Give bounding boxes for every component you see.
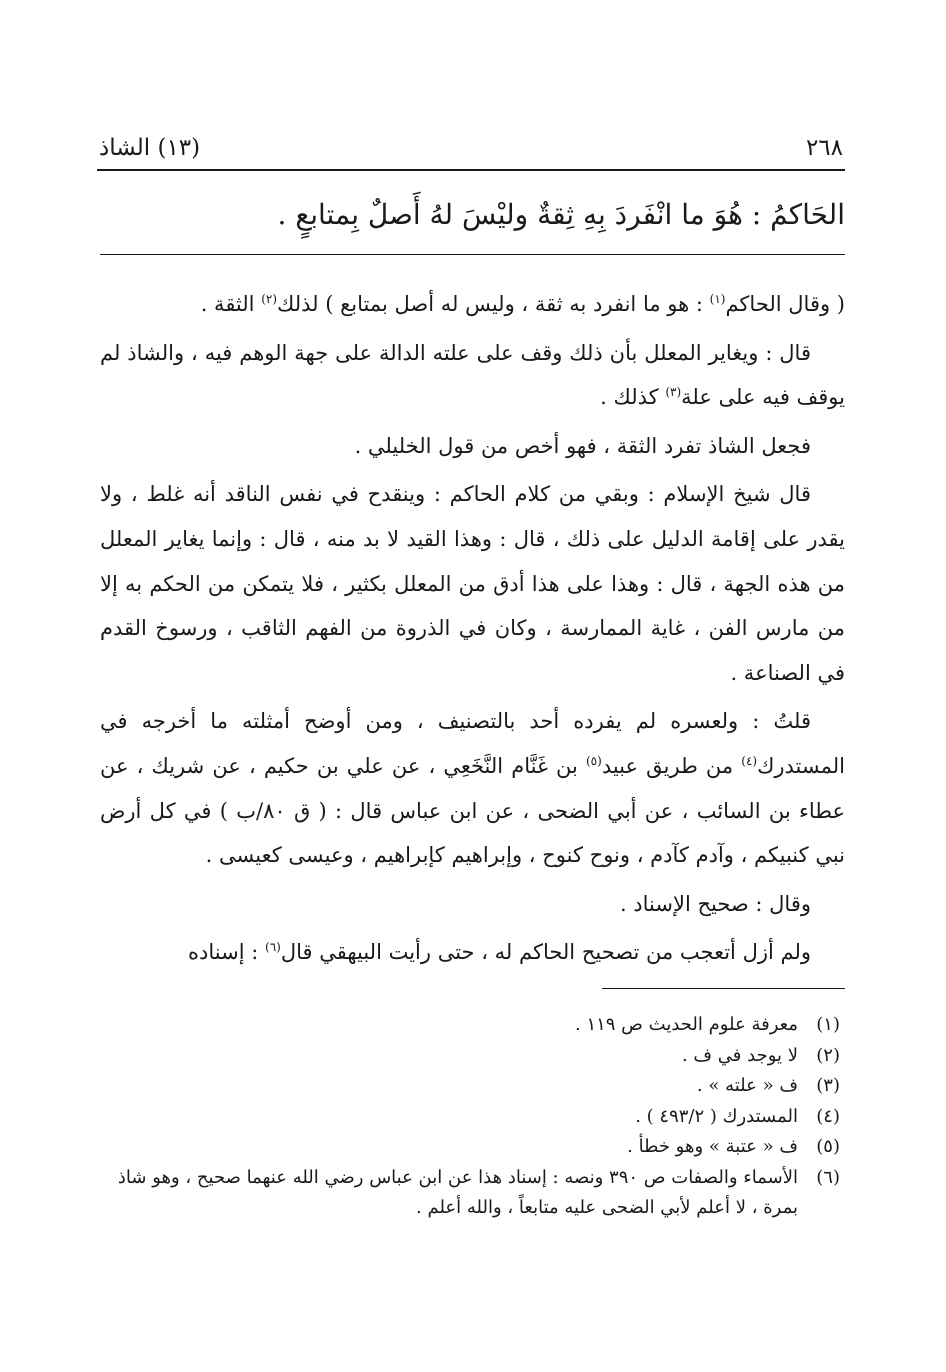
page-header (97, 133, 845, 171)
footnote-ref-1: (١) (709, 292, 726, 306)
footnote (100, 1071, 840, 1102)
page-number: ٢٦٨ (805, 135, 843, 161)
footnote (100, 1041, 840, 1072)
paragraph-7: ولم أزل أتعجب من تصحيح الحاكم له ، حتى رأيت البيهقي قال$^{(٦)}$ : إسناده (188, 940, 811, 965)
commentary-text (100, 282, 845, 975)
paragraph-5: قلتُ : ولعسره لم يفرده أحد بالتصنيف ، ومن أوضح أمثلته ما أخرجه في المستدرك$^{(٤)}$ من طريق عبيد$^{(٥)}$ بن غَنَّام النَّخَعِي ، عن علي بن حكيم ، عن شريك ، عن عطاء بن السائب ، عن أبي الضحى ، عن ابن عباس قال : ( ق ٨٠/ب ) في كل أرض نبي كنبيكم ، وآدم كآدم ، ونوح كنوح ، وإبراهيم كإبراهيم ، وعيسى كعيسى . (100, 709, 846, 868)
paragraph-1: ( وقال الحاكم$^{(١)}$ : هو ما انفرد به ثقة ، وليس له أصل بمتابع ) لذلك$^{(٢)}$ الثقة . (200, 292, 845, 316)
footnote-text: ف « عتبة » وهو خطأ . (627, 1136, 798, 1157)
footnote (100, 1010, 840, 1041)
footnote-text: الأسماء والصفات ص ٣٩٠ ونصه : إسناد هذا عن ابن عباس رضي الله عنهما صحيح ، وهو شاذ بمرة ، لا أعلم لأبي الضحى عليه متابعاً ، والله أعلم . (117, 1166, 798, 1218)
footnote-ref-5: (٥) (585, 753, 602, 768)
footnote-number: (٤) (816, 1105, 840, 1127)
paragraph-2: قال : ويغاير المعلل بأن ذلك وقف على علته الدالة على جهة الوهم فيه ، والشاذ لم يوقف فيه على علة$^{(٣)}$ كذلك . (100, 340, 845, 410)
footnote-text: معرفة علوم الحديث ص ١١٩ . (574, 1014, 798, 1035)
footnote (100, 1102, 840, 1133)
footnote-ref-4: (٤) (741, 753, 758, 768)
footnote-ref-2: (٢) (261, 292, 278, 306)
paragraph-3: فجعل الشاذ تفرد الثقة ، فهو أخص من قول الخليلي . (354, 433, 811, 458)
footnote-ref-6: (٦) (265, 940, 281, 955)
footnote-number: (٢) (816, 1044, 840, 1066)
footnote-number: (٦) (816, 1166, 840, 1188)
footnote-text: المستدرك ( ٤٩٣/٢ ) . (635, 1105, 798, 1127)
footnote-number: (٣) (816, 1075, 840, 1096)
matn-verse: الحَاكمُ : هُوَ ما انْفَردَ بِهِ ثِقةٌ وليْسَ لهُ أَصلٌ بِمتابعٍ . (277, 198, 845, 231)
footnote-text: لا يوجد في ف . (681, 1044, 798, 1066)
footnote (100, 1132, 840, 1163)
footnote-number: (٥) (816, 1136, 840, 1157)
footnote-ref-3: (٣) (665, 385, 682, 400)
matn-underline (100, 254, 845, 255)
paragraph-4: قال شيخ الإسلام : وبقي من كلام الحاكم : وينقدح في نفس الناقد أنه غلط ، ولا يقدر على إقامة الدليل على ذلك ، قال : وهذا القيد لا بد منه ، قال : وإنما يغاير المعلل من هذه الجهة ، قال : وهذا على هذا أدق من المعلل بكثير ، فلا يتمكن من الحكم به إلا من مارس الفن ، غاية الممارسة ، وكان في الذروة من الفهم الثاقب ، ورسوخ القدم في الصناعة . (100, 482, 845, 685)
running-title: (١٣) الشاذ (99, 135, 201, 161)
footnotes (100, 1010, 840, 1224)
footnote-number: (١) (816, 1014, 840, 1035)
footnote-text: ف « علته » . (696, 1075, 798, 1096)
paragraph-6: وقال : صحيح الإسناد . (619, 891, 811, 916)
footnote-separator (602, 988, 845, 989)
footnote (100, 1163, 840, 1224)
